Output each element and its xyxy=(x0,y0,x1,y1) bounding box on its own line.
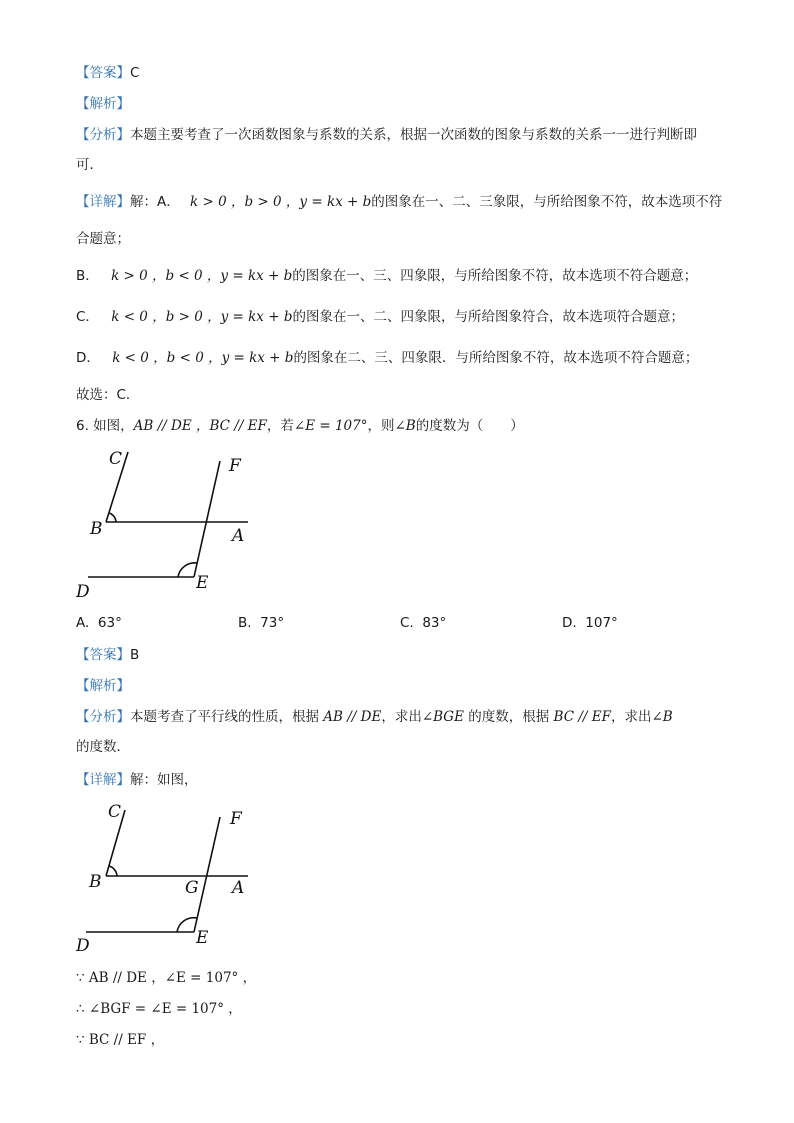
q5-fenxi-line1 xyxy=(76,126,697,144)
answer-tag: 【答案】 xyxy=(76,65,130,81)
label-a: A xyxy=(232,526,245,546)
fenxi-tag: 【分析】 xyxy=(76,127,130,143)
fenxi-text: 本题主要考查了一次函数图象与系数的关系，根据一次函数的图象与系数的关系一一进行判断即 xyxy=(130,127,697,143)
q5-detail-a2: 合题意； xyxy=(76,231,130,247)
label-d: D xyxy=(76,582,90,602)
detail-text: 的图象在二、三、四象限．与所给图象不符，故本选项不符合题意； xyxy=(293,350,699,366)
detail-tag: 【详解】 xyxy=(76,772,130,788)
angle-b-arc xyxy=(109,866,117,876)
option-value: 73° xyxy=(260,615,285,631)
q5-fenxi-line2: 可． xyxy=(76,157,103,173)
fenxi-text: ，求出 xyxy=(381,709,422,725)
q6-figure-1 xyxy=(70,445,270,605)
option-value: 63° xyxy=(97,615,122,631)
answer-tag: 【答案】 xyxy=(76,647,130,663)
q6-detail xyxy=(76,771,198,789)
label-f: F xyxy=(229,456,241,476)
detail-tag: 【详解】 xyxy=(76,194,130,210)
q6-fenxi-line2: 的度数． xyxy=(76,739,130,755)
stem-math: ∠B xyxy=(394,418,416,434)
stem-text: ，则 xyxy=(367,418,395,434)
q5-detail-a xyxy=(76,193,722,211)
fenxi-math: AB // DE xyxy=(323,709,382,725)
option-b xyxy=(238,614,284,632)
q6-step-1: ∵ AB // DE ，∠E = 107° ， xyxy=(76,970,257,986)
option-c xyxy=(400,614,446,632)
q6-analysis-tag: 【解析】 xyxy=(76,678,130,694)
option-value: 83° xyxy=(422,615,447,631)
fenxi-math: ∠BGE xyxy=(421,709,464,725)
label-a: A xyxy=(232,878,245,898)
label-e: E xyxy=(196,573,209,593)
option-label: B. xyxy=(238,615,252,631)
detail-text: 解：如图， xyxy=(130,772,198,788)
angle-b-arc xyxy=(109,513,116,522)
detail-text: 的图象在一、二、三象限，与所给图象不符，故本选项不符 xyxy=(371,194,723,210)
answer-value: C xyxy=(130,65,140,81)
q6-fenxi-line1 xyxy=(76,708,673,726)
q5-answer xyxy=(76,64,139,82)
q6-stem xyxy=(76,417,524,435)
option-value: 107° xyxy=(585,615,618,631)
detail-text: 的图象在一、二、四象限，与所给图象符合，故本选项符合题意； xyxy=(292,309,684,325)
stem-math: ∠E = 107° xyxy=(293,418,368,434)
q6-step-3: ∵ BC // EF ， xyxy=(76,1032,165,1048)
label-e: E xyxy=(196,928,209,948)
label-b: B xyxy=(89,872,102,892)
fenxi-tag: 【分析】 xyxy=(76,709,130,725)
label-g: G xyxy=(185,878,199,898)
label-d: D xyxy=(76,936,90,956)
label-c: C xyxy=(109,449,123,469)
line-ef xyxy=(194,817,220,932)
q5-detail-b xyxy=(76,267,697,285)
q5-analysis-tag: 【解析】 xyxy=(76,96,130,112)
q5-detail-c xyxy=(76,308,684,326)
line-ef xyxy=(194,461,220,577)
option-a xyxy=(76,614,122,632)
fenxi-text: 本题考查了平行线的性质，根据 xyxy=(130,709,319,725)
detail-label: C． xyxy=(76,309,99,325)
q6-answer xyxy=(76,646,139,664)
fenxi-math: ∠B xyxy=(651,709,673,725)
label-f: F xyxy=(230,809,242,829)
stem-math: AB // DE ，BC // EF xyxy=(133,418,267,434)
option-d xyxy=(562,614,618,632)
q5-choose: 故选：C． xyxy=(76,387,140,403)
detail-text: 的图象在一、三、四象限，与所给图象不符，故本选项不符合题意； xyxy=(292,268,698,284)
stem-text: 的度数为（ ） xyxy=(415,418,524,434)
detail-label: D． xyxy=(76,350,100,366)
math-condition: k < 0 ，b > 0 ，y = kx + b xyxy=(111,309,293,325)
option-label: D. xyxy=(562,615,577,631)
q6-figure-2 xyxy=(70,795,270,960)
math-condition: k > 0 ，b < 0 ，y = kx + b xyxy=(111,268,293,284)
fenxi-text: ，求出 xyxy=(610,709,652,725)
math-condition: k < 0 ，b < 0 ，y = kx + b xyxy=(112,350,294,366)
stem-text: ，若 xyxy=(266,418,294,434)
option-label: A. xyxy=(76,615,90,631)
fenxi-text: 的度数，根据 xyxy=(468,709,550,725)
detail-label: 解：A． xyxy=(130,194,180,210)
detail-label: B． xyxy=(76,268,99,284)
label-c: C xyxy=(108,802,122,822)
q6-step-2: ∴ ∠BGF = ∠E = 107° ， xyxy=(76,1001,242,1017)
label-b: B xyxy=(90,519,103,539)
fenxi-math: BC // EF xyxy=(553,709,611,725)
stem-text: 6. 如图， xyxy=(76,418,134,434)
answer-value: B xyxy=(130,647,140,663)
q5-detail-d xyxy=(76,349,698,367)
option-label: C. xyxy=(400,615,414,631)
math-condition: k > 0 ，b > 0 ，y = kx + b xyxy=(190,194,372,210)
